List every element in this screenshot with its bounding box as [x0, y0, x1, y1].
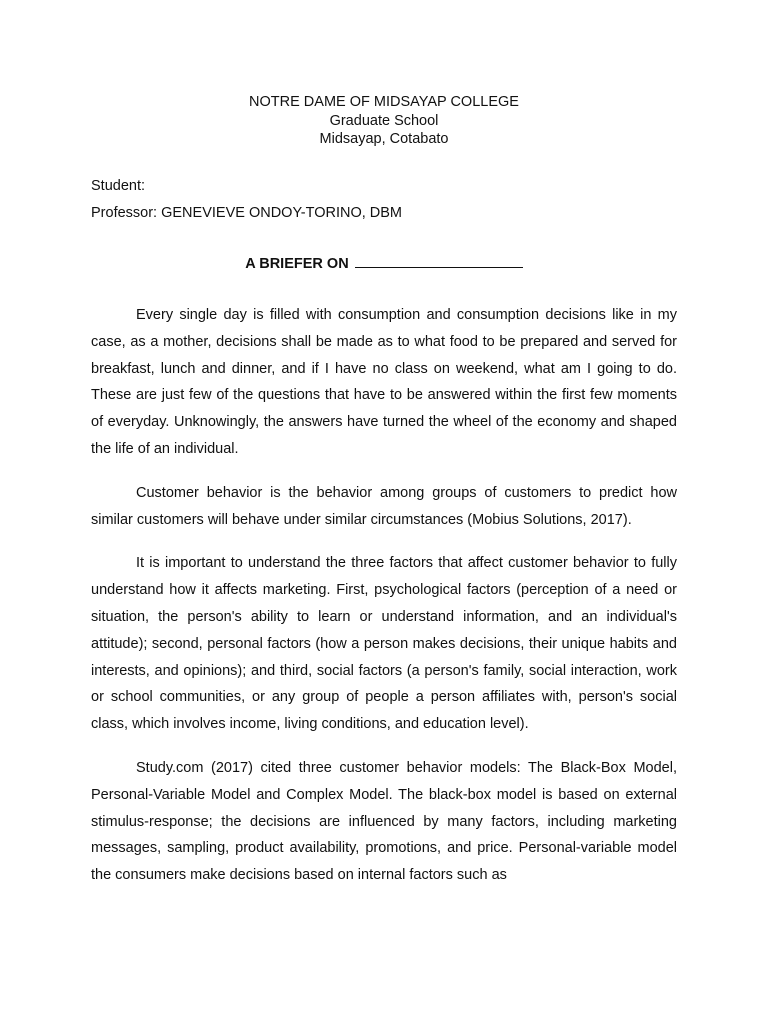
school-name: Graduate School: [329, 112, 439, 129]
professor-line: Professor: GENEVIEVE ONDOY-TORINO, DBM: [91, 205, 403, 221]
school-location: Midsayap, Cotabato: [319, 131, 449, 147]
paragraph-consumption: Every single day is filled with consumption and consumption decisions like in my case, as a mother, decisions shall be made as to what food to be prepared and served for breakfast, lunch and dinner, and if I have no class on weekend, what am I going to do. These are just few of the questions that have to be answered within the first few moments of everyday. Unknowingly, the answers have turned the wheel of the economy and shaped the life of an individual.: [91, 307, 677, 457]
title-text: A BRIEFER ON: [245, 256, 349, 272]
document-body: [91, 302, 677, 906]
institution-name: NOTRE DAME OF MIDSAYAP COLLEGE: [249, 94, 519, 110]
student-line: Student:: [91, 178, 146, 194]
document-meta: [91, 173, 402, 227]
paragraph-behavior-models: Study.com (2017) cited three customer behavior models: The Black-Box Model, Personal-Variable Model and Complex Model. The black-box model is based on external stimulus-response; the decisions are influenced by many factors, including marketing messages, sampling, product availability, promotions, and price. Personal-variable model the consumers make decisions based on internal factors such as: [91, 759, 677, 884]
document-title: [0, 254, 768, 273]
title-blank-line: [355, 254, 523, 268]
paragraph-three-factors: It is important to understand the three factors that affect customer behavior to fully understand how it affects marketing. First, psychological factors (perception of a need or situation, the person's ability to learn or understand information, and an individual's attitude); second, personal factors (how a person makes decisions, their unique habits and interests, and opinions); and third, social factors (a person's family, social interaction, work or school communities, or any group of people a person affiliates with, person's social class, which involves income, living conditions, and education level).: [91, 555, 677, 733]
document-header: [0, 93, 768, 149]
paragraph-customer-behavior: Customer behavior is the behavior among groups of customers to predict how similar customers will behave under similar circumstances (Mobius Solutions, 2017).: [91, 484, 677, 528]
